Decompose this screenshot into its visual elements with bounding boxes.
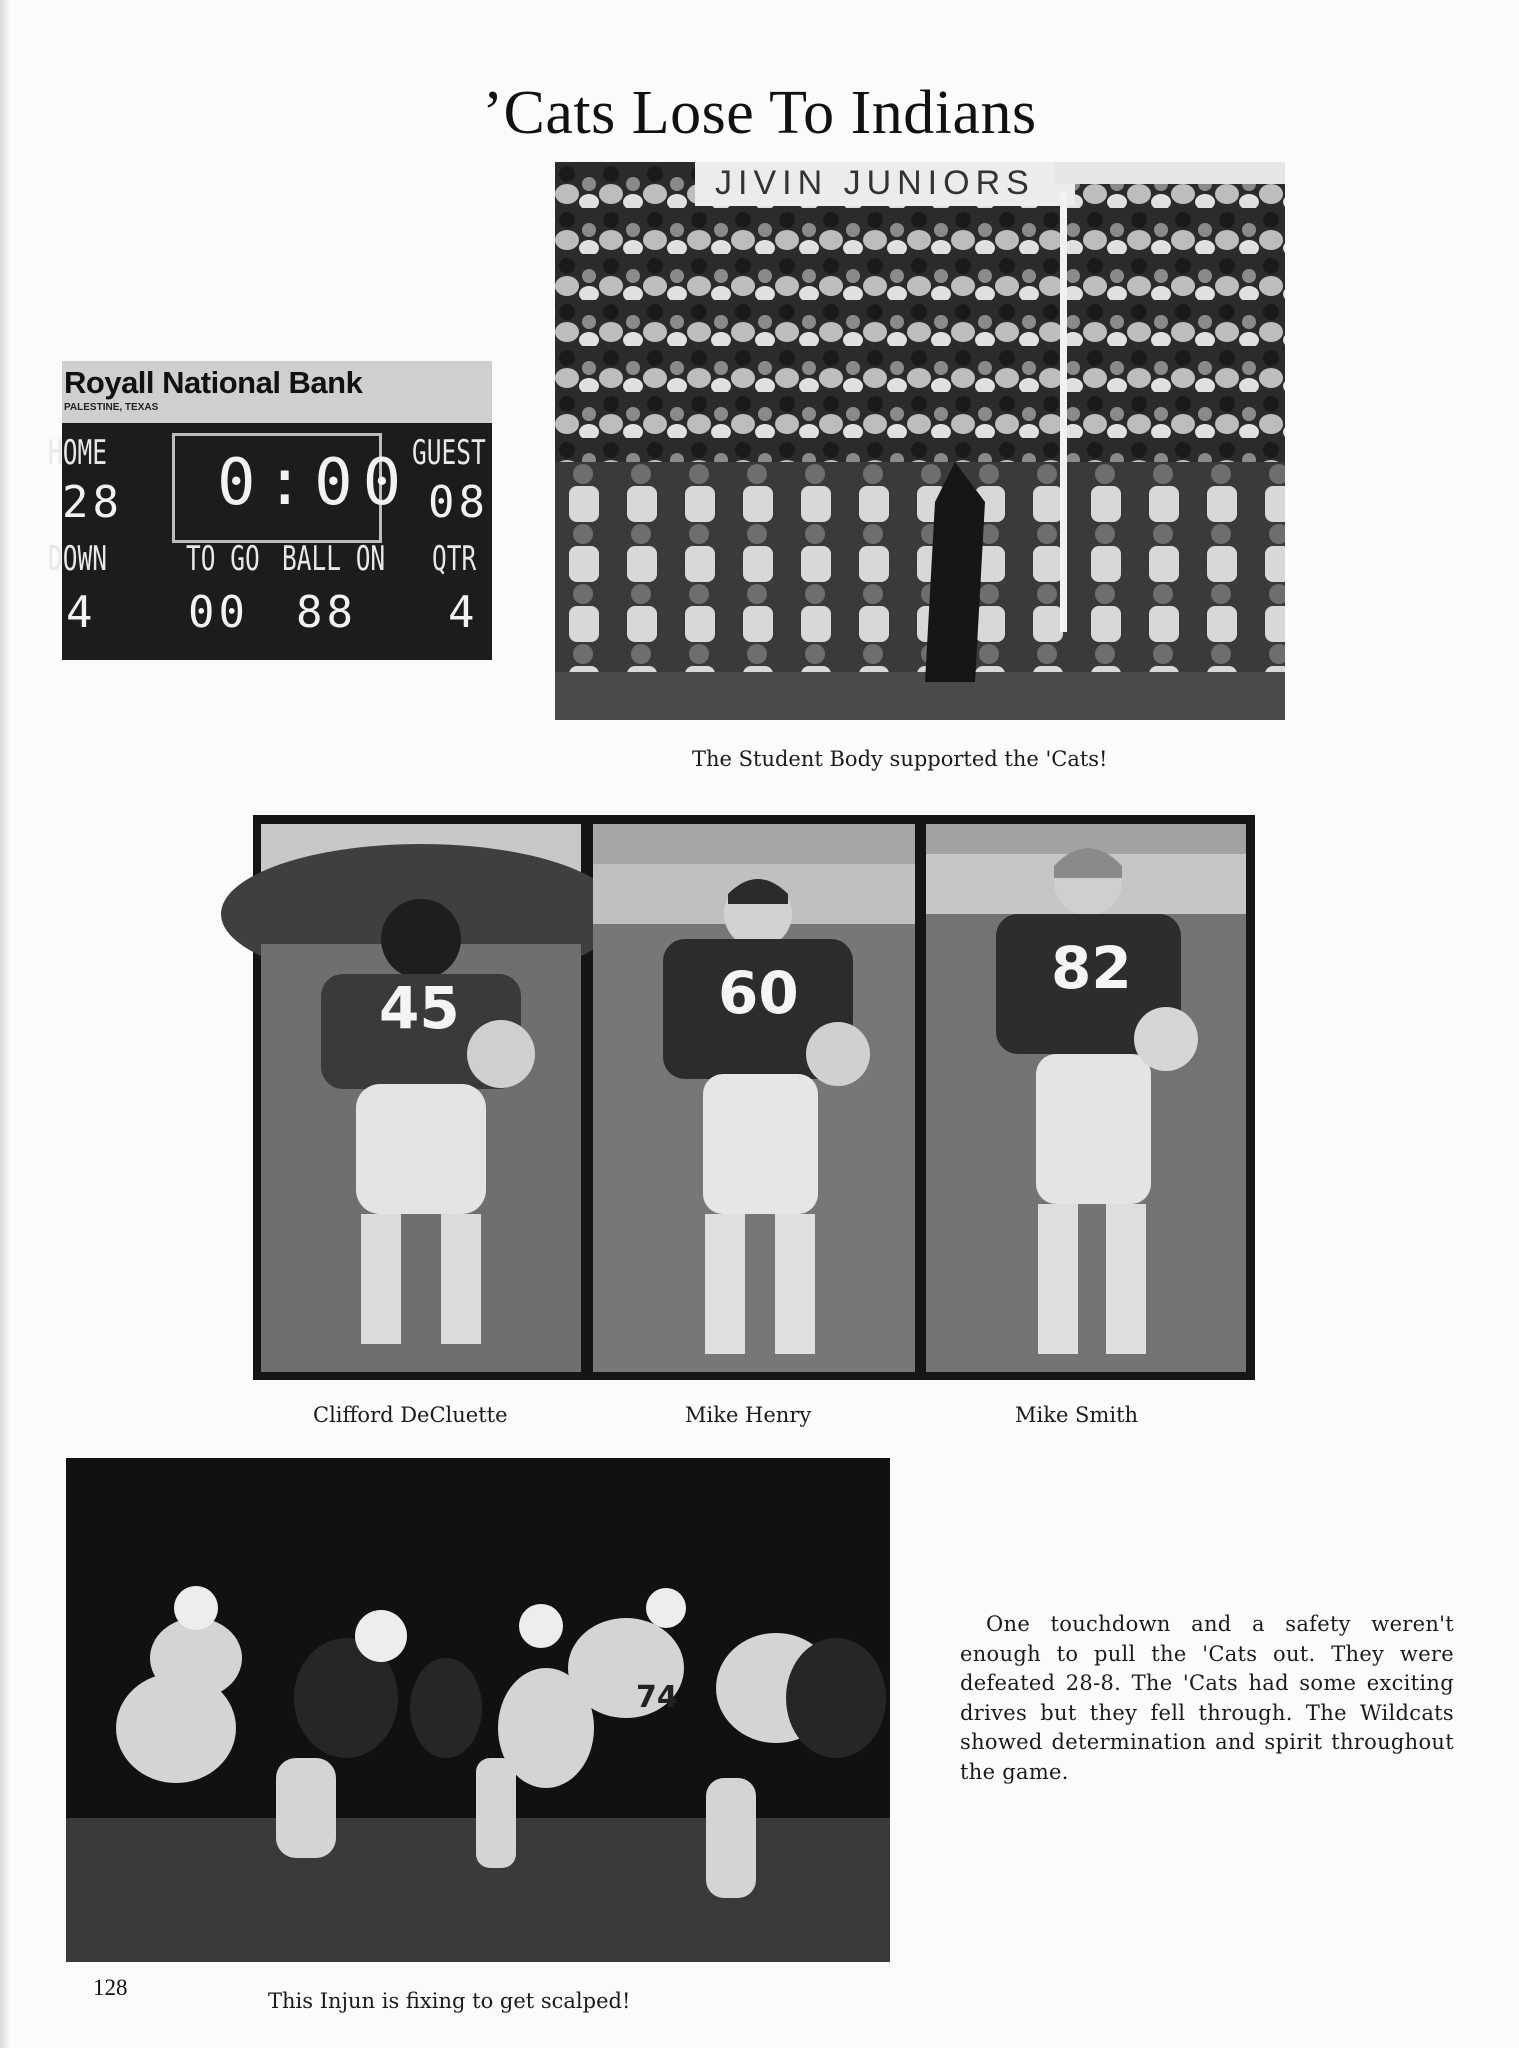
player-photo-3 bbox=[926, 824, 1246, 1372]
scoreboard-qtr: 4 bbox=[448, 587, 479, 638]
page-title: ’Cats Lose To Indians bbox=[482, 79, 1037, 147]
scoreboard-sponsor-panel bbox=[62, 361, 492, 423]
page-number: 128 bbox=[93, 1975, 128, 2000]
scoreboard-home-score: 28 bbox=[62, 477, 123, 528]
scoreboard-down-label: DOWN bbox=[48, 539, 107, 579]
player-name-2: Mike Henry bbox=[685, 1403, 812, 1427]
scoreboard-down: 4 bbox=[66, 587, 97, 638]
scoreboard-clock-frame bbox=[172, 433, 412, 543]
crowd-photo bbox=[555, 162, 1285, 720]
action-jersey-number: 74 bbox=[636, 1680, 678, 1715]
action-caption: This Injun is fixing to get scalped! bbox=[268, 1989, 631, 2013]
jersey-number-1: 45 bbox=[379, 974, 460, 1042]
jersey-number-2: 60 bbox=[718, 959, 799, 1027]
player-photo-1 bbox=[261, 824, 581, 1372]
jersey-number-3: 82 bbox=[1051, 934, 1132, 1002]
scoreboard-sponsor: Royall National Bank bbox=[64, 365, 363, 400]
scoreboard-home-label: HOME bbox=[48, 433, 107, 473]
player-photo-2-image bbox=[593, 824, 915, 1372]
player-name-1: Clifford DeCluette bbox=[313, 1403, 508, 1427]
scoreboard-city: PALESTINE, TEXAS bbox=[64, 402, 159, 413]
scoreboard-guest-label: GUEST bbox=[412, 433, 486, 473]
action-photo-image bbox=[66, 1458, 890, 1962]
scoreboard-qtr-label: QTR bbox=[432, 539, 477, 579]
player-photo-2 bbox=[593, 824, 915, 1372]
action-photo bbox=[66, 1458, 890, 1962]
scoreboard-togo: 00 bbox=[188, 587, 249, 638]
crowd-caption: The Student Body supported the 'Cats! bbox=[692, 747, 1108, 771]
player-name-3: Mike Smith bbox=[1015, 1403, 1139, 1427]
scoreboard-photo bbox=[48, 361, 492, 660]
scoreboard-clock: 0:00 bbox=[217, 446, 412, 520]
crowd-banner: JIVIN JUNIORS bbox=[715, 164, 1035, 202]
scoreboard-guest-score: 08 bbox=[428, 477, 489, 528]
crowd-photo-image bbox=[555, 162, 1285, 720]
player-photo-3-image bbox=[926, 824, 1246, 1372]
player-photo-1-image bbox=[261, 824, 581, 1372]
scoreboard-ballon-label: BALL ON bbox=[282, 539, 386, 579]
scoreboard-togo-label: TO GO bbox=[186, 539, 260, 579]
story-paragraph: One touchdown and a safety weren't enough to pull the 'Cats out. They were defeated 28-8. The 'Cats had some exciting drives but they fell through. The Wildcats showed determination and spirit throughout the game. bbox=[960, 1612, 1454, 1784]
scoreboard-ballon: 88 bbox=[296, 587, 357, 638]
